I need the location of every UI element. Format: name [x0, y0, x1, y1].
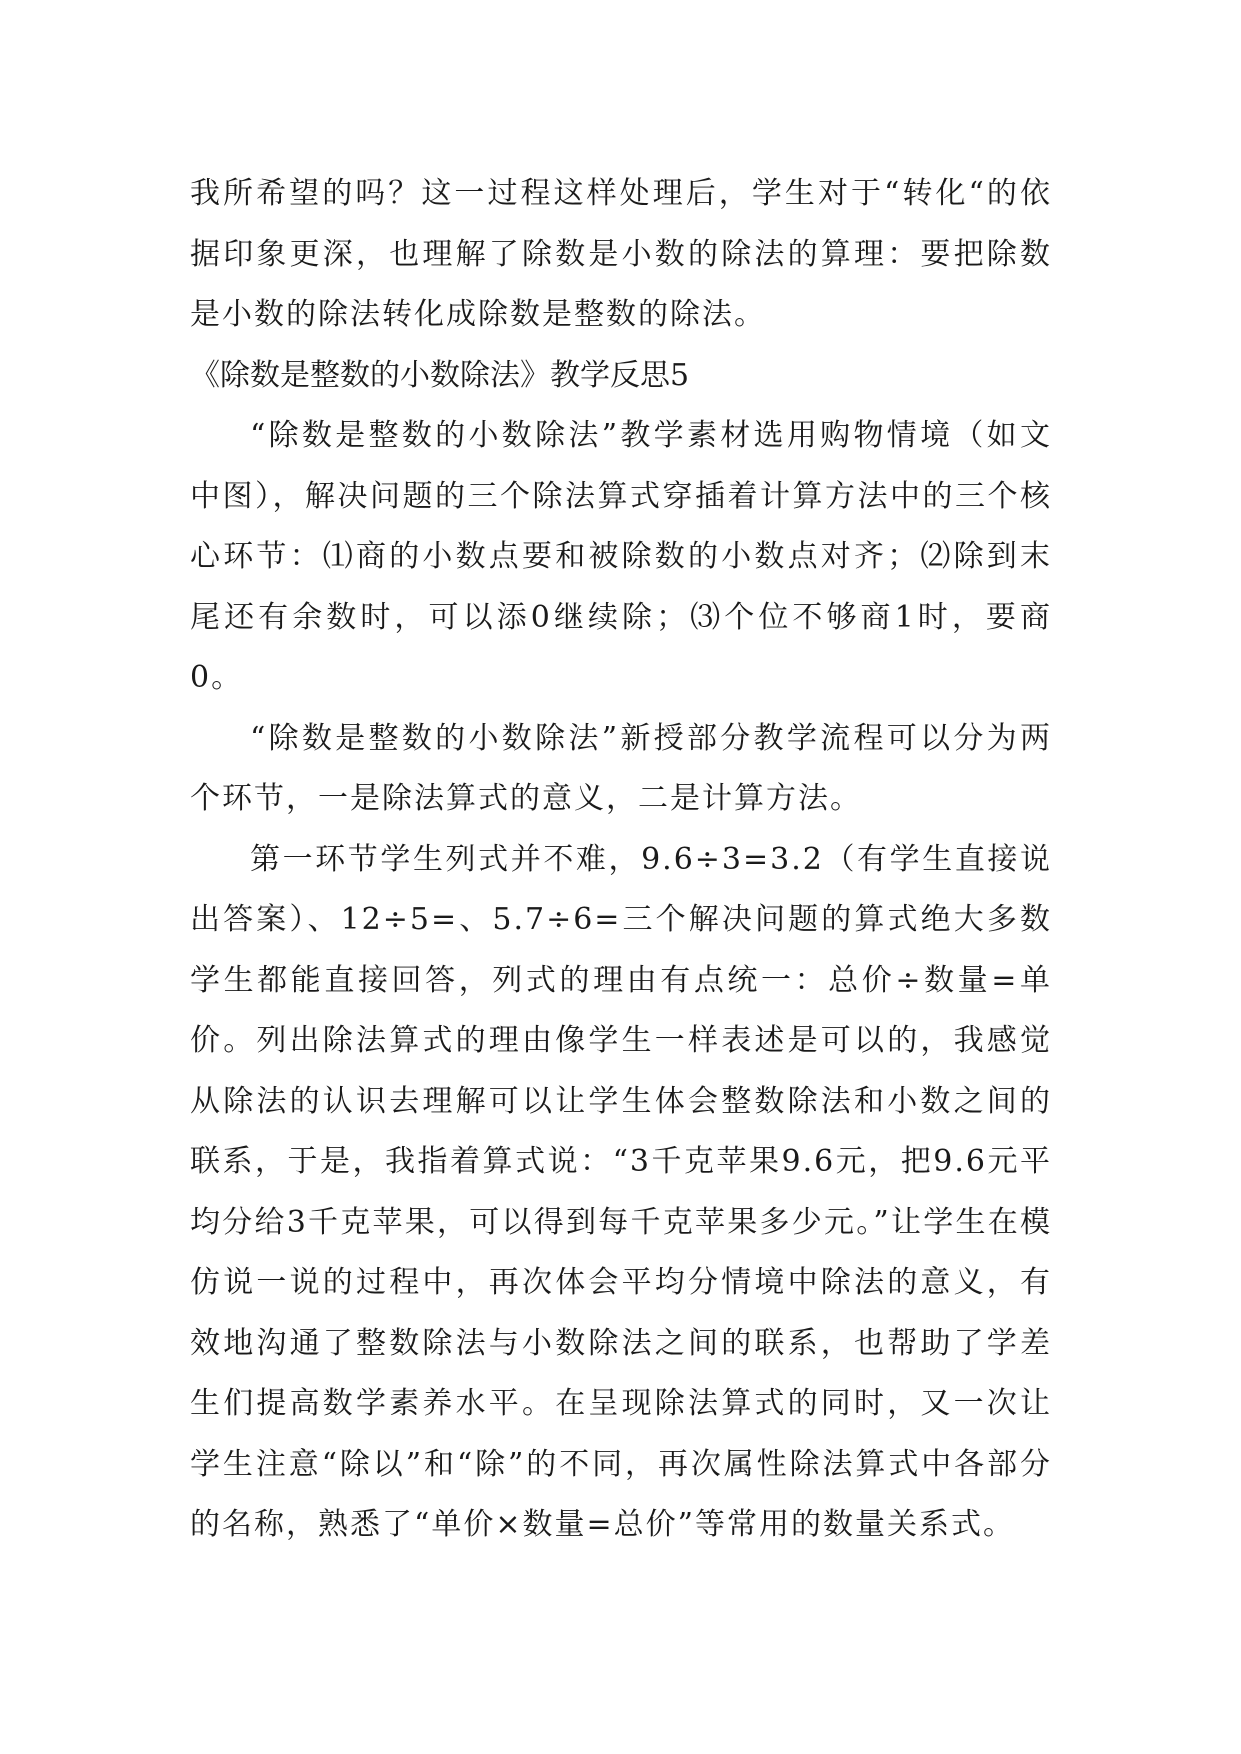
paragraph-continuation: 我所希望的吗？这一过程这样处理后，学生对于“转化“的依据印象更深，也理解了除数是小数的除法的算理：要把除数是小数的除法转化成除数是整数的除法。	[190, 176, 1052, 332]
paragraph-3: 第一环节学生列式并不难，9.6÷3=3.2（有学生直接说出答案）、12÷5=、5.7÷6=三个解决问题的算式绝大多数学生都能直接回答，列式的理由有点统一：总价÷数量=单价。列出除法算式的理由像学生一样表述是可以的，我感觉从除法的认识去理解可以让学生体会整数除法和小数之间的联系，于是，我指着算式说：“3千克苹果9.6元，把9.6元平均分给3千克苹果，可以得到每千克苹果多少元。”让学生在模仿说一说的过程中，再次体会平均分情境中除法的意义，有效地沟通了整数除法与小数除法之间的联系，也帮助了学差生们提高数学素养水平。在呈现除法算式的同时，又一次让学生注意“除以”和“除”的不同，再次属性除法算式中各部分的名称，熟悉了“单价×数量=总价”等常用的数量关系式。	[190, 841, 1052, 1542]
section-heading: 《除数是整数的小数除法》教学反思5	[190, 357, 690, 393]
paragraph-2: “除数是整数的小数除法”新授部分教学流程可以分为两个环节，一是除法算式的意义，二是计算方法。	[190, 720, 1052, 816]
document-body	[190, 164, 1052, 1556]
paragraph-1: “除数是整数的小数除法”教学素材选用购物情境（如文中图），解决问题的三个除法算式穿插着计算方法中的三个核心环节：⑴商的小数点要和被除数的小数点对齐；⑵除到末尾还有余数时，可以添0继续除；⑶个位不够商1时，要商0。	[190, 418, 1052, 695]
